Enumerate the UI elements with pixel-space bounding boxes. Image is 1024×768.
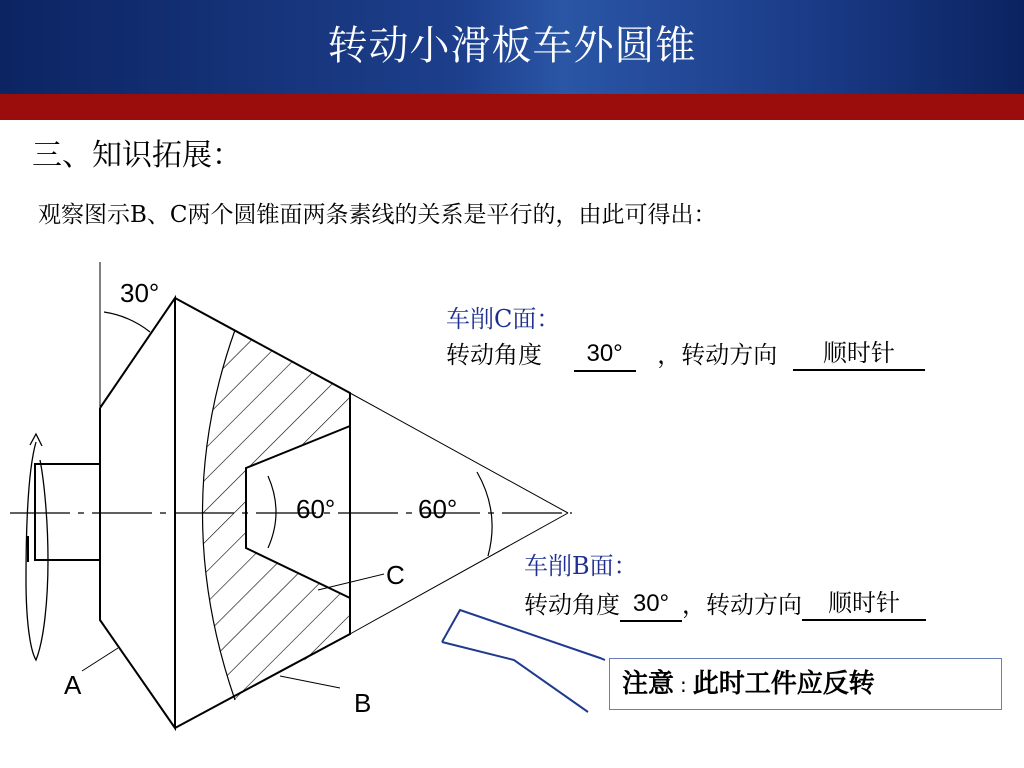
- note-colon: :: [680, 673, 687, 697]
- face-b-angle-label: 转动角度: [524, 591, 620, 619]
- section-title: 三、知识拓展：: [32, 138, 242, 173]
- angle-top-label: 30°: [120, 278, 160, 308]
- face-b-row: [524, 589, 926, 624]
- face-b-direction-value: 顺时针: [802, 587, 926, 621]
- angle-inner-label: 60°: [296, 494, 336, 524]
- face-c-separator: ，: [657, 341, 682, 369]
- face-c-direction-label: 转动方向: [681, 341, 778, 369]
- face-c-direction-value: 顺时针: [793, 337, 925, 371]
- angle-tip-label: 60°: [418, 494, 458, 524]
- note-box: [609, 658, 1002, 710]
- intro-text: 观察图示B、C两个圆锥面两条素线的关系是平行的，由此可得出：: [38, 202, 717, 228]
- face-c-row: [446, 339, 925, 374]
- note-text: 此时工件应反转: [692, 669, 875, 699]
- face-b-direction-label: 转动方向: [706, 591, 802, 619]
- slide-title: 转动小滑板车外圆锥: [327, 23, 697, 69]
- face-b-separator: ，: [682, 591, 706, 619]
- rotation-arrow-icon: [26, 434, 48, 660]
- label-c: C: [386, 560, 405, 590]
- face-b-angle-value: 30°: [620, 588, 682, 622]
- face-c-angle-value: 30°: [574, 338, 636, 372]
- label-a: A: [64, 670, 82, 700]
- face-b-heading: 车削B面：: [524, 552, 638, 580]
- note-label: 注意: [622, 669, 675, 699]
- face-c-angle-label: 转动角度: [446, 341, 542, 369]
- cutting-tool-icon: [442, 610, 605, 712]
- face-c-heading: 车削C面：: [446, 305, 561, 333]
- label-b: B: [354, 688, 372, 718]
